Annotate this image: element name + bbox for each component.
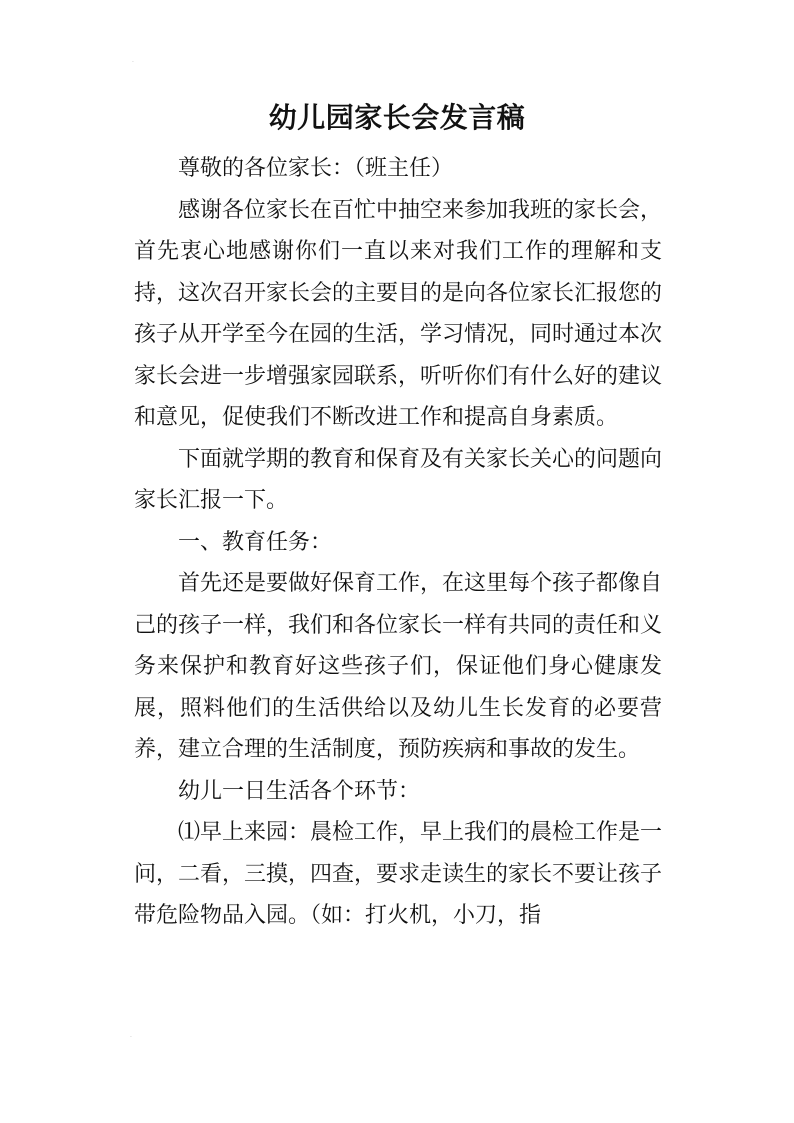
paragraph-morning-arrival: ⑴早上来园：晨检工作，早上我们的晨检工作是一问，二看，三摸，四查，要求走读生的家长不要让孩子带危险物品入园。（如：打火机，小刀，指: [134, 820, 663, 928]
crop-mark-icon: ·: [130, 1034, 132, 1041]
paragraph-thanks: 感谢各位家长在百忙中抽空来参加我班的家长会，首先衷心地感谢你们一直以来对我们工作的理解和支持，这次召开家长会的主要目的是向各位家长汇报您的孩子从开学至今在园的生活，学习情况，同时通过本次家长会进一步增强家园联系，听听你们有什么好的建议和意见，促使我们不断改进工作和提高自身素质。: [134, 197, 663, 430]
paragraph-report-intro: 下面就学期的教育和保育及有关家长关心的问题向家长汇报一下。: [134, 446, 663, 513]
document-body: [134, 148, 662, 937]
section-heading-education: 一、教育任务：: [178, 529, 333, 555]
paragraph-care-work: 首先还是要做好保育工作，在这里每个孩子都像自己的孩子一样，我们和各位家长一样有共同的责任和义务来保护和教育好这些孩子们，保证他们身心健康发展，照料他们的生活供给以及幼儿生长发育的必要营养，建立合理的生活制度，预防疾病和事故的发生。: [134, 571, 663, 762]
paragraph-salutation: 尊敬的各位家长：（班主任）: [178, 156, 454, 181]
document-title: 幼儿园家长会发言稿: [268, 101, 526, 134]
paragraph-daily-routine: 幼儿一日生活各个环节：: [178, 778, 421, 804]
crop-mark-icon: ·: [132, 59, 134, 66]
